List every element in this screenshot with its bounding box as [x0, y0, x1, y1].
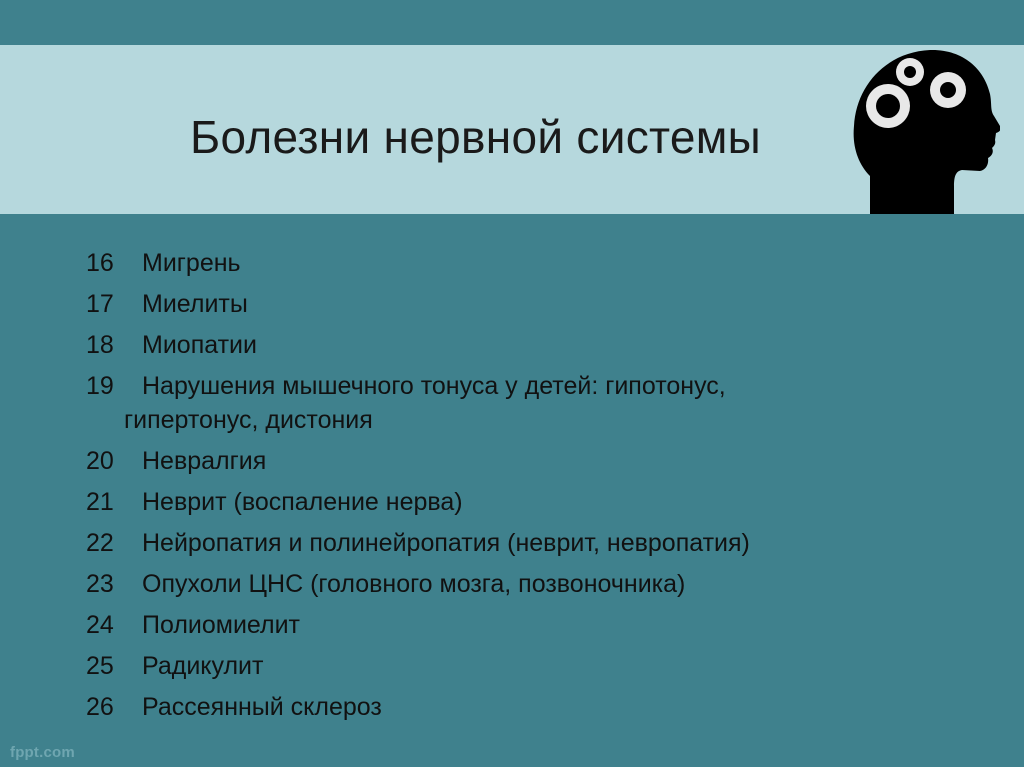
disease-list: [86, 246, 986, 731]
item-number: 17: [86, 290, 114, 318]
item-number: 19: [86, 372, 114, 400]
list-item: [86, 485, 986, 519]
item-number: 18: [86, 331, 114, 359]
watermark: fppt.com: [10, 744, 75, 761]
list-item: [86, 328, 986, 362]
item-number: 21: [86, 488, 114, 516]
item-text: Полиомиелит: [142, 611, 301, 639]
list-item: [86, 369, 986, 437]
item-text: Мигрень: [142, 249, 241, 277]
item-text: Опухоли ЦНС (головного мозга, позвоночника): [142, 570, 686, 598]
item-number: 16: [86, 249, 114, 277]
item-text: Невралгия: [142, 447, 267, 475]
item-number: 22: [86, 529, 114, 557]
list-item: [86, 690, 986, 724]
item-text: Нейропатия и полинейропатия (неврит, невропатия): [142, 529, 750, 557]
item-text-continuation: гипертонус, дистония: [124, 406, 373, 434]
list-item: [86, 608, 986, 642]
list-item: [86, 444, 986, 478]
list-item: [86, 246, 986, 280]
item-number: 24: [86, 611, 114, 639]
item-number: 23: [86, 570, 114, 598]
slide-title: Болезни нервной системы: [190, 111, 762, 163]
item-text: Миопатии: [142, 331, 257, 359]
list-item: [86, 526, 986, 560]
item-text: Рассеянный склероз: [142, 693, 382, 721]
list-item: [86, 649, 986, 683]
item-number: 20: [86, 447, 114, 475]
item-text: Неврит (воспаление нерва): [142, 488, 463, 516]
list-item: [86, 287, 986, 321]
item-text: Радикулит: [142, 652, 264, 680]
list-item: [86, 567, 986, 601]
head-with-gears-icon: [850, 46, 1000, 214]
item-text: Миелиты: [142, 290, 248, 318]
item-number: 25: [86, 652, 114, 680]
item-text: Нарушения мышечного тонуса у детей: гипотонус,: [142, 372, 726, 400]
item-number: 26: [86, 693, 114, 721]
